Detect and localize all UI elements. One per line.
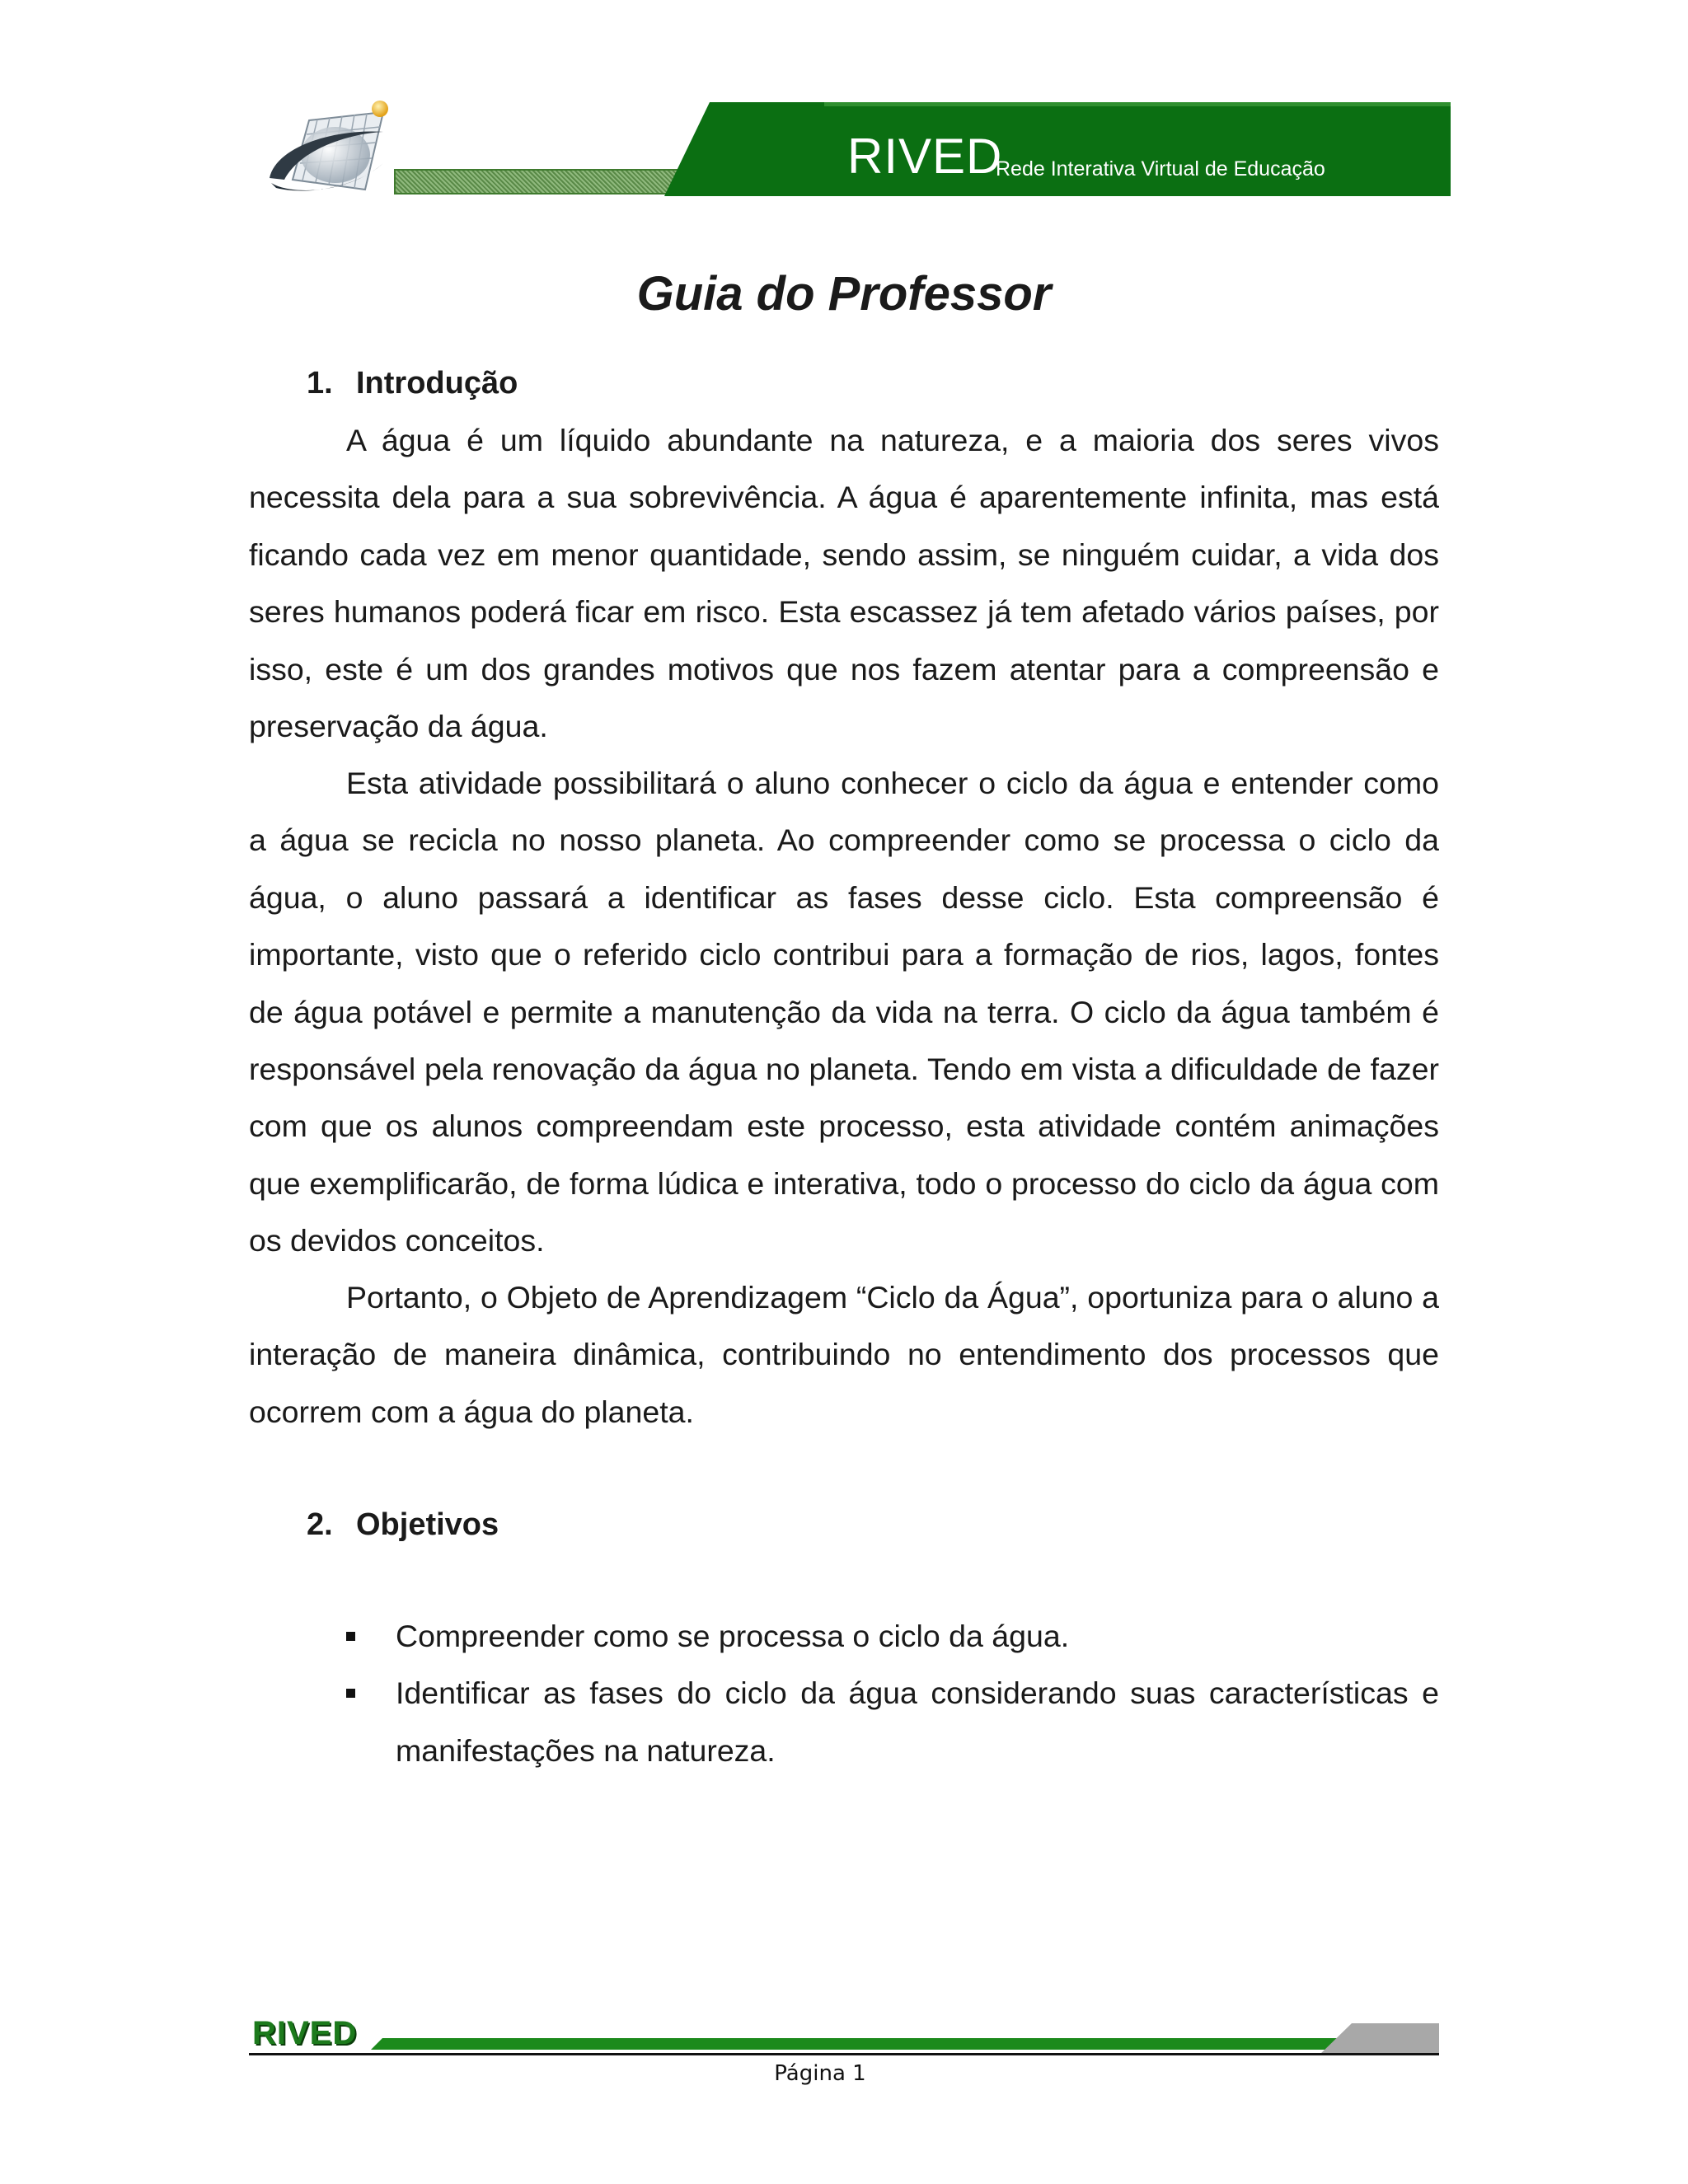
list-item-text: Identificar as fases do ciclo da água considerando suas características e manifestações na natureza.: [396, 1675, 1439, 1768]
footer-divider: [249, 2053, 1439, 2055]
page-title: Guia do Professor: [636, 267, 1052, 321]
intro-paragraph-3: Portanto, o Objeto de Aprendizagem “Ciclo da Água”, oportuniza para o aluno a interação de maneira dinâmica, contribuindo no entendimento dos processos que ocorrem com a água do planeta.: [249, 1280, 1439, 1429]
intro-paragraph-2: Esta atividade possibilitará o aluno conhecer o ciclo da água e entender como a água se recicla no nosso planeta. Ao compreender como se processa o ciclo da água, o aluno passará a identificar as fases desse ciclo. Esta compreensão é importante, visto que o referido ciclo contribui para a formação de rios, lagos, fontes de água potável e permite a manutenção da vida na terra. O ciclo da água também é responsável pela renovação da água no planeta. Tendo em vista a dificuldade de fazer com que os alunos compreendam este processo, esta atividade contém animações que exemplificarão, de forma lúdica e interativa, todo o processo do ciclo da água com os devidos conceitos.: [249, 766, 1439, 1258]
objectives-list: [346, 1608, 1439, 1779]
section-heading-introducao: [307, 368, 518, 399]
list-item-text: Compreender como se processa o ciclo da água.: [396, 1619, 1070, 1653]
footer-gray-tab: [1319, 2023, 1439, 2055]
square-bullet-icon: [346, 1689, 355, 1698]
header-banner-highlight: [824, 102, 1451, 106]
square-bullet-icon: [346, 1632, 355, 1641]
list-item: [346, 1608, 1439, 1665]
footer-green-bar: [371, 2038, 1343, 2050]
header-subtitle: Rede Interativa Virtual de Educação: [996, 157, 1325, 180]
section-heading-objetivos: [307, 1509, 499, 1540]
section-title: Introdução: [356, 366, 518, 401]
intro-paragraph-1: A água é um líquido abundante na natureza, e a maioria dos seres vivos necessita dela para a sua sobrevivência. A água é aparentemente infinita, mas está ficando cada vez em menor quantidade, sendo assim, se ninguém cuidar, a vida dos seres humanos poderá ficar em risco. Esta escassez já tem afetado vários países, por isso, este é um dos grandes motivos que nos fazem atentar para a compreensão e preservação da água.: [249, 423, 1439, 744]
footer-brand: RIVED: [252, 2015, 358, 2051]
section-number: 1.: [307, 366, 333, 401]
section-number: 2.: [307, 1507, 333, 1542]
header-brand: RIVED: [847, 129, 1003, 184]
section-title: Objetivos: [356, 1507, 499, 1542]
page-number: Página 1: [774, 2061, 866, 2086]
list-item: [346, 1665, 1439, 1779]
header-hatched-bar: [394, 169, 691, 194]
rived-globe-logo-icon: [260, 97, 392, 200]
page-header: [0, 0, 1688, 214]
header-green-banner: [664, 102, 1451, 196]
